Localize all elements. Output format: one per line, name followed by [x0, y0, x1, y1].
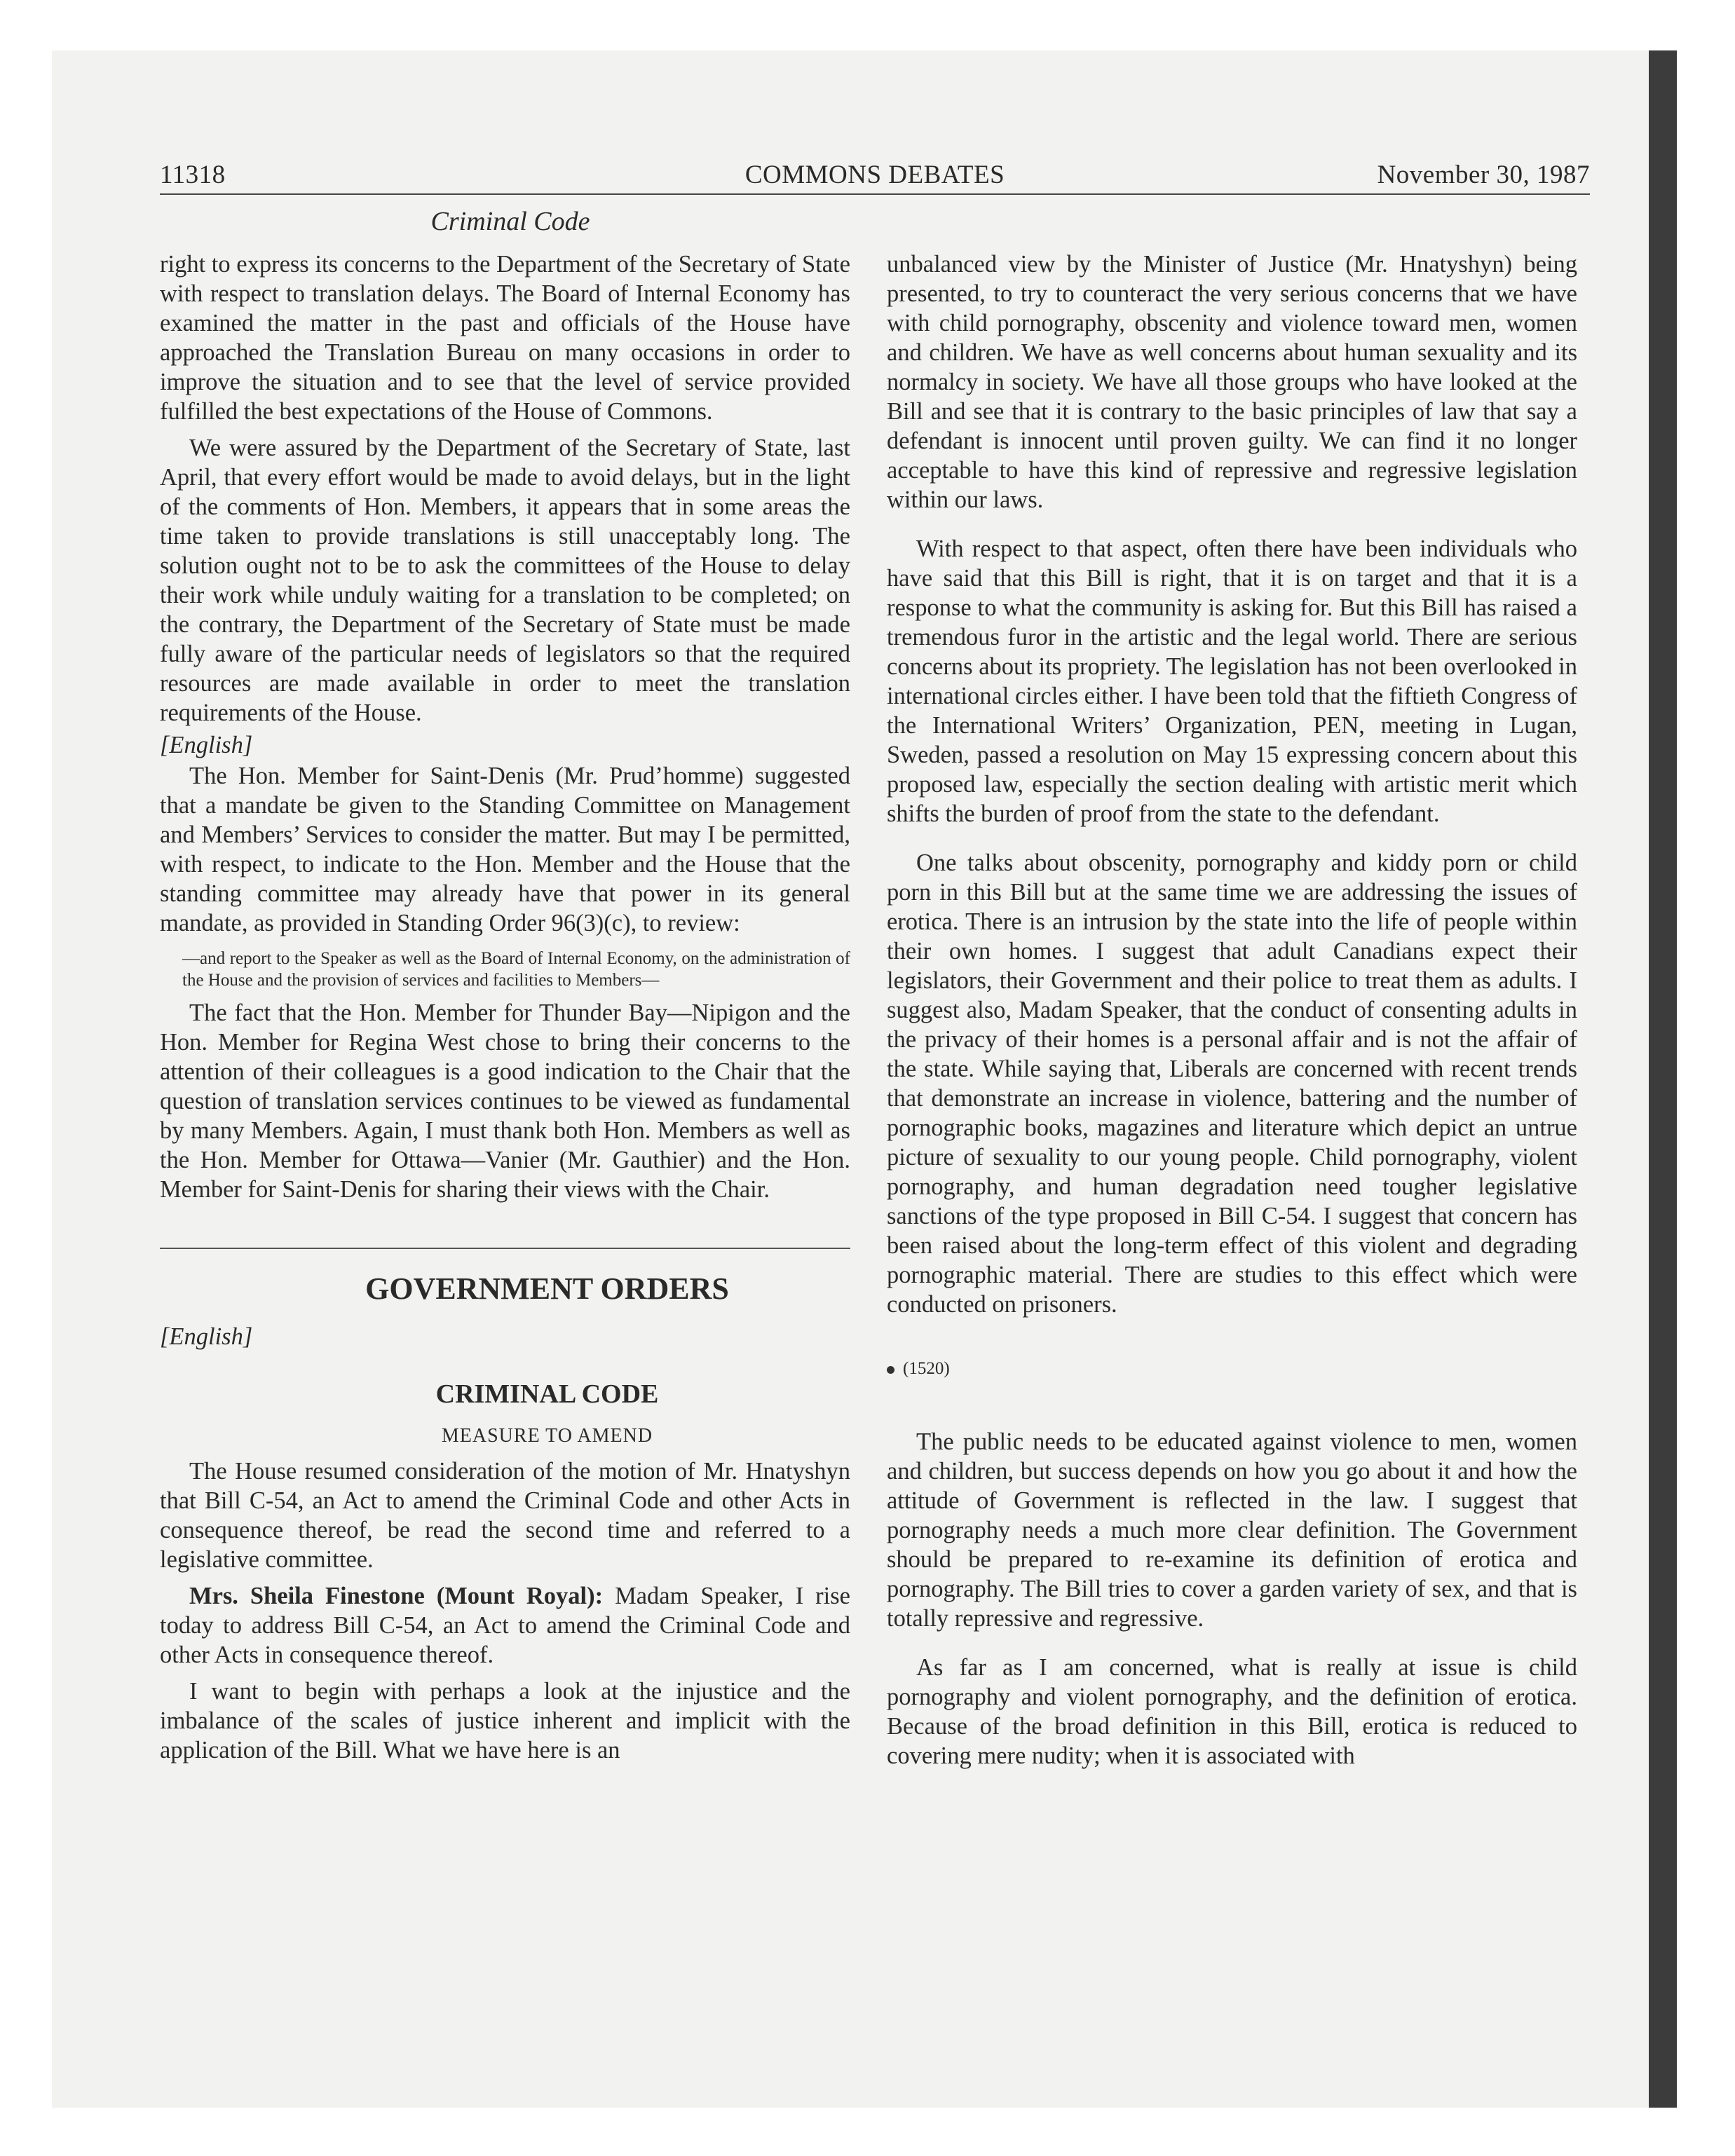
paragraph: The fact that the Hon. Member for Thunder Bay—Nipigon and the Hon. Member for Regina West chose to bring their concerns to the attention of their colleagues is a good indication to the Chair that the question of translation services continues to be viewed as fundamental by many Members. Again, I must thank both Hon. Members as well as the Hon. Member for Ottawa—Vanier (Mr. Gauthier) and the Hon. Member for Saint-Denis for sharing their views with the Chair. — [160, 999, 850, 1203]
header-rule — [160, 193, 1590, 195]
paragraph — [160, 1581, 850, 1670]
left-column — [160, 250, 850, 1765]
page-number: 11318 — [160, 161, 226, 189]
section-heading-block — [160, 1271, 850, 1379]
right-column — [887, 250, 1577, 1770]
language-marker: [English] — [160, 732, 253, 758]
publication-title: COMMONS DEBATES — [744, 161, 1005, 189]
paragraph: With respect to that aspect, often there have been individuals who have said that this Bill is right, that it is on target and that it is a response to what the community is asking for. But this Bill has raised a tremendous furor in the artistic and the legal world. There are serious concerns about its propriety. The legislation has not been overlooked in international circles either. I have been told that the fiftieth Congress of the International Writers’ Organization, PEN, meeting in Lugan, Sweden, passed a resolution on May 15 expressing concern about this proposed law, especially the section dealing with artistic merit which shifts the burden of proof from the state to the defendant. — [887, 535, 1577, 827]
subsection-title: CRIMINAL CODE — [435, 1379, 659, 1409]
paragraph: The House resumed consideration of the motion of Mr. Hnatyshyn that Bill C-54, an Act to amend the Criminal Code and other Acts in consequence thereof, be read the second time and referred to a legislative committee. — [160, 1458, 850, 1573]
language-marker: [English] — [160, 1323, 253, 1350]
paragraph: As far as I am concerned, what is really at issue is child pornography and violent pornography, and the definition of erotica. Because of the broad definition in this Bill, erotica is reduced to covering mere nudity; when it is associated with — [887, 1654, 1577, 1769]
time-marker — [887, 1354, 1577, 1384]
speaker-name: Mrs. Sheila Finestone (Mount Royal): — [189, 1583, 604, 1609]
measure-heading: MEASURE TO AMEND — [441, 1425, 653, 1447]
time-marker-text: (1520) — [903, 1359, 950, 1378]
paragraph: unbalanced view by the Minister of Justice (Mr. Hnatyshyn) being presented, to try to counteract the very serious concerns that we have with child pornography, obscenity and violence toward men, women and children. We have as well concerns about human sexuality and its normalcy in society. We have all those groups who have looked at the Bill and see that it is contrary to the basic principles of law that say a defendant is innocent until proven guilty. We can find it no longer acceptable to have this kind of repressive and regressive legislation within our laws. — [887, 251, 1577, 513]
binding-edge — [1649, 50, 1677, 2108]
running-title: Criminal Code — [430, 207, 590, 236]
paragraph: right to express its concerns to the Department of the Secretary of State with respect to translation delays. The Board of Internal Economy has examined the matter in the past and officials of the House have approached the Translation Bureau on many occasions in order to improve the situation and to see that the level of service provided fulfilled the best expectations of the House of Commons. — [160, 251, 850, 425]
paragraph: The Hon. Member for Saint-Denis (Mr. Prud’homme) suggested that a mandate be given to the Standing Committee on Management and Members’ Services to consider the matter. But may I be permitted, with respect, to indicate to the Hon. Member and the House that the standing committee may already have that power in its general mandate, as provided in Standing Order 96(3)(c), to review: — [160, 763, 850, 936]
paragraph: I want to begin with perhaps a look at the injustice and the imbalance of the scales of justice inherent and implicit with the application of the Bill. What we have here is an — [160, 1678, 850, 1763]
bullet-icon — [887, 1366, 894, 1374]
paragraph: One talks about obscenity, pornography and kiddy porn or child porn in this Bill but at the same time we are addressing the issues of erotica. There is an intrusion by the state into the life of people within their own homes. I suggest that adult Canadians expect their legislators, their Government and their police to treat them as adults. I suggest also, Madam Speaker, that the conduct of consenting adults in the privacy of their homes is a personal affair and is not the affair of the state. While saying that, Liberals are concerned with recent trends that demonstrate an increase in violence, battering and the number of pornographic books, magazines and literature which depict an untrue picture of sexuality to our young people. Child pornography, violent pornography, and human degradation need tougher legislative sanctions of the type proposed in Bill C-54. I suggest that concern has been raised about the long-term effect of this violent and degrading pornographic material. There are studies to this effect which were conducted on prisoners. — [887, 850, 1577, 1318]
section-title: GOVERNMENT ORDERS — [365, 1271, 729, 1306]
paragraph: We were assured by the Department of the Secretary of State, last April, that every effort would be made to avoid delays, but in the light of the comments of Hon. Members, it appears that in some areas the time taken to provide translations is still unacceptably long. The solution ought not to be to ask the committees of the House to delay their work while unduly waiting for a translation to be completed; on the contrary, the Department of the Secretary of State must be made fully aware of the particular needs of legislators so that the required resources are made available in order to meet the translation requirements of the House. — [160, 435, 850, 726]
section-divider — [160, 1248, 850, 1249]
speech-text: Madam Speaker, I rise today to address Bill C-54, an Act to amend the Criminal Code and other Acts in consequence thereof. — [160, 1583, 850, 1668]
paragraph: The public needs to be educated against violence to men, women and children, but success depends on how you go about it and how the attitude of Government is reflected in the law. I suggest that pornography needs a much more clear definition. The Government should be prepared to re-examine its definition of erotica and pornography. The Bill tries to cover a garden variety of sex, and that is totally repressive and regressive. — [887, 1428, 1577, 1632]
block-quote: —and report to the Speaker as well as the Board of Internal Economy, on the administration of the House and the provision of services and facilities to Members— — [182, 949, 850, 990]
publication-date: November 30, 1987 — [1377, 161, 1590, 189]
page-header — [160, 160, 1590, 193]
